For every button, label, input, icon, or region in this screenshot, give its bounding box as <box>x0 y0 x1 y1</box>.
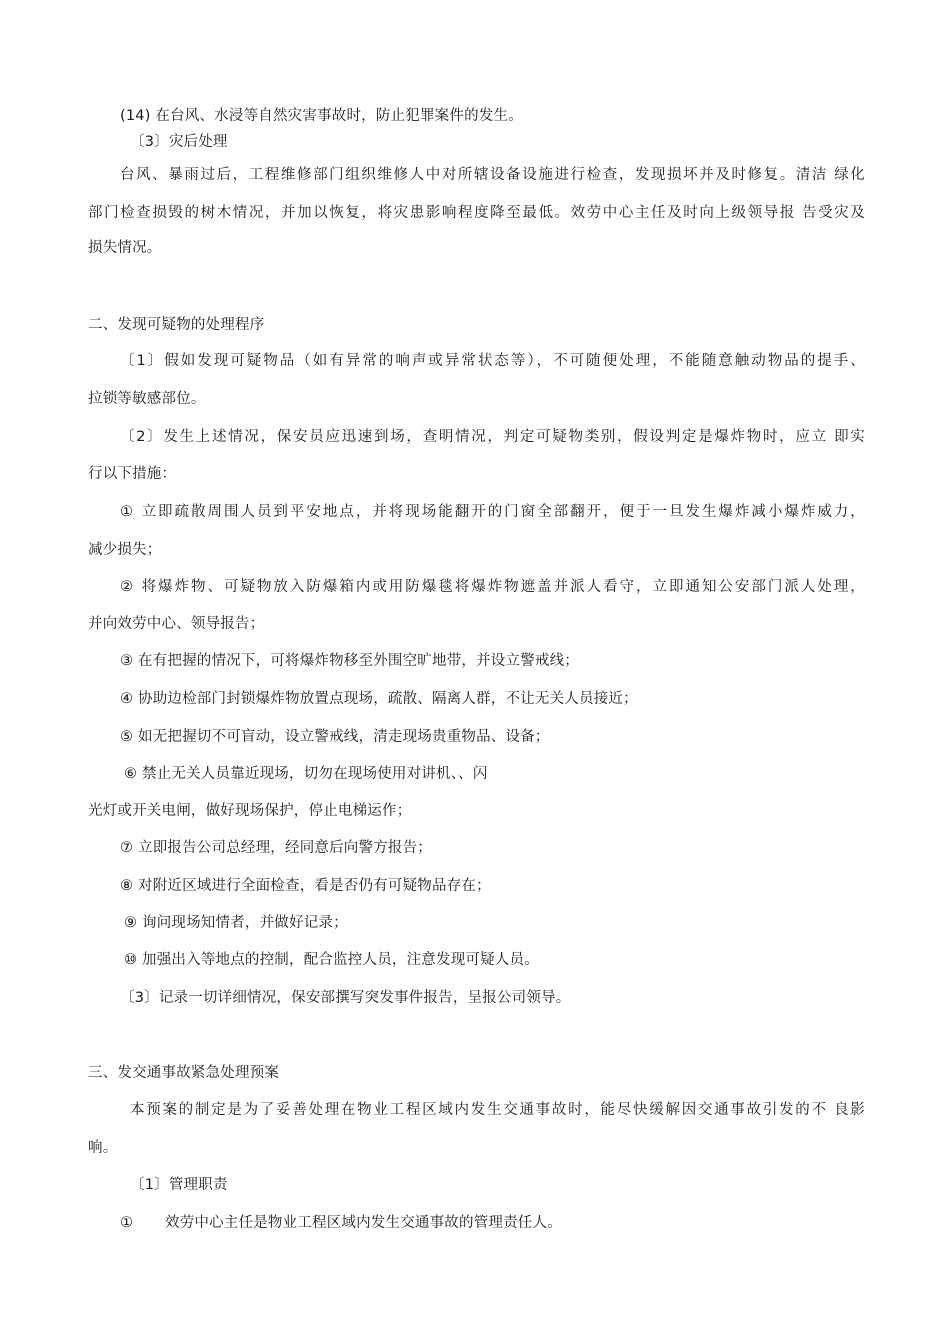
paragraph-line: 响。 <box>88 1140 118 1156</box>
section-heading: 三、发交通事故紧急处理预案 <box>88 1065 280 1081</box>
paragraph-line: 〔2〕发生上述情况，保安员应迅速到场，查明情况，判定可疑物类别，假设判定是爆炸物时，应立 即实 <box>120 429 865 445</box>
paragraph-line: 本预案的制定是为了妥善处理在物业工程区域内发生交通事故时，能尽快缓解因交通事故引发的不 良影 <box>130 1102 865 1118</box>
section-heading: 二、发现可疑物的处理程序 <box>88 317 265 333</box>
paragraph-line: 部门检查损毁的树木情况，并加以恢复，将灾患影响程度降至最低。效劳中心主任及时向上级领导报 告受灾及 <box>88 205 865 221</box>
list-item-continuation: 并向效劳中心、领导报告； <box>88 616 265 632</box>
paragraph-line: 损失情况。 <box>88 240 162 256</box>
list-item: ⑧ 对附近区域进行全面检查，看是否仍有可疑物品存在； <box>120 878 491 894</box>
list-item: ⑦ 立即报告公司总经理，经同意后向警方报告； <box>120 840 433 856</box>
paragraph-line: 〔1〕假如发现可疑物品（如有异常的响声或异常状态等），不可随便处理，不能随意触动物品的提手、 <box>120 353 865 369</box>
list-item-marker: ① <box>120 1215 134 1231</box>
list-item: 效劳中心主任是物业工程区域内发生交通事故的管理责任人。 <box>165 1215 562 1231</box>
list-item: ④ 协助边检部门封锁爆炸物放置点现场，疏散、隔离人群，不让无关人员接近； <box>120 691 638 707</box>
list-item: ① 立即疏散周围人员到平安地点，并将现场能翻开的门窗全部翻开，便于一旦发生爆炸减小爆炸威力， <box>120 504 865 520</box>
list-item: ⑩ 加强出入等地点的控制，配合监控人员，注意发现可疑人员。 <box>124 952 539 968</box>
list-item-continuation: 光灯或开关电闸，做好现场保护，停止电梯运作； <box>88 803 412 819</box>
list-item: ⑥ 禁止无关人员靠近现场，切勿在现场使用对讲机、、闪 <box>124 766 488 782</box>
paragraph-line: 台风、暴雨过后，工程维修部门组织维修人中对所辖设备设施进行检查，发现损坏并及时修复。清洁 绿化 <box>120 167 865 183</box>
list-item: ② 将爆炸物、可疑物放入防爆箱内或用防爆毯将爆炸物遮盖并派人看守，立即通知公安部门派人处理， <box>120 579 865 595</box>
paragraph-line: 〔3〕记录一切详细情况，保安部撰写突发事件报告，呈报公司领导。 <box>120 990 571 1006</box>
paragraph-line: (14) 在台风、水浸等自然灾害事故时，防止犯罪案件的发生。 <box>120 108 523 124</box>
list-item: ⑤ 如无把握切不可盲动，设立警戒线，清走现场贵重物品、设备； <box>120 729 550 745</box>
paragraph-line: 行以下措施： <box>88 466 177 482</box>
paragraph-line: 拉锁等敏感部位。 <box>88 391 206 407</box>
list-item: ③ 在有把握的情况下，可将爆炸物移至外围空旷地带，并设立警戒线； <box>120 653 580 669</box>
subsection-heading: 〔3〕灾后处理 <box>130 134 228 150</box>
list-item: ⑨ 询问现场知情者，并做好记录； <box>124 915 348 931</box>
list-item-continuation: 减少损失； <box>88 542 162 558</box>
subsection-heading: 〔1〕管理职责 <box>130 1177 228 1193</box>
